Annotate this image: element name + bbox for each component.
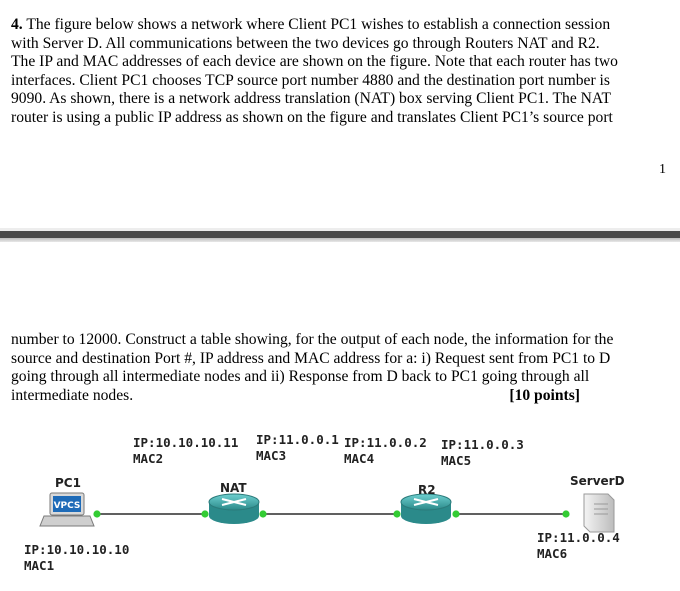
nat-if1-ip: IP:10.10.10.11 — [133, 435, 239, 450]
nat-if1-mac: MAC2 — [133, 451, 164, 466]
port-indicator — [201, 510, 208, 517]
nat-router-icon[interactable] — [209, 494, 259, 524]
question-line-1: 4. The figure below shows a network where Client PC1 wishes to establish a connection session — [11, 16, 611, 33]
laptop-screen-label: VPCS — [53, 501, 81, 511]
r2-if2-mac: MAC5 — [441, 453, 472, 468]
pc1-ip: IP:10.10.10.10 — [24, 542, 130, 557]
port-indicator — [93, 510, 100, 517]
page-number: 1 — [659, 162, 666, 177]
pc1-address — [24, 542, 129, 574]
port-indicator — [562, 510, 569, 517]
r2-interface1-address — [344, 435, 427, 467]
question-line-6: router is using a public IP address as shown on the figure and translates Client PC1’s source port — [11, 108, 613, 126]
r2-router-icon[interactable] — [401, 494, 451, 524]
server-d-address — [537, 530, 620, 562]
port-indicator — [259, 510, 266, 517]
server-d-icon[interactable] — [584, 494, 614, 532]
question-line-7: number to 12000. Construct a table showing, for the output of each node, the information for the — [11, 331, 614, 348]
question-line-8: source and destination Port #, IP address and MAC address for a: i) Request sent from PC1 to D — [11, 349, 611, 367]
question-line-10: intermediate nodes. [10 points] — [11, 386, 580, 404]
nat-label: NAT — [220, 481, 247, 495]
question-line-9: going through all intermediate nodes and ii) Response from D back to PC1 going through all — [11, 368, 590, 386]
question-line-4: interfaces. Client PC1 chooses TCP source port number 4880 and the destination port number is — [11, 71, 610, 89]
server-d-label: ServerD — [570, 474, 625, 488]
r2-label: R2 — [418, 483, 436, 497]
r2-if2-ip: IP:11.0.0.3 — [441, 437, 524, 452]
laptop-keyboard — [40, 516, 94, 526]
nat-interface1-address — [133, 435, 238, 467]
nat-if2-ip: IP:11.0.0.1 — [256, 432, 339, 447]
port-indicator — [452, 510, 459, 517]
r2-if1-ip: IP:11.0.0.2 — [344, 435, 427, 450]
r2-interface2-address — [441, 437, 524, 469]
pc1-label: PC1 — [55, 476, 81, 490]
question-line-3: The IP and MAC addresses of each device are shown on the figure. Note that each router has two — [11, 53, 618, 71]
points-label: [10 points] — [509, 386, 580, 404]
r2-if1-mac: MAC4 — [344, 451, 375, 466]
question-line-2: with Server D. All communications between the two devices go through Routers NAT and R2. — [11, 34, 600, 52]
server-case — [584, 494, 614, 532]
question-line-5: 9090. As shown, there is a network address translation (NAT) box serving Client PC1. The NAT — [11, 90, 611, 108]
server-d-mac: MAC6 — [537, 546, 568, 561]
server-d-ip: IP:11.0.0.4 — [537, 530, 620, 545]
nat-interface2-address — [256, 432, 339, 464]
question-number: 4. — [11, 16, 23, 33]
nat-if2-mac: MAC3 — [256, 448, 287, 463]
port-indicator — [393, 510, 400, 517]
pc1-mac: MAC1 — [24, 558, 55, 573]
